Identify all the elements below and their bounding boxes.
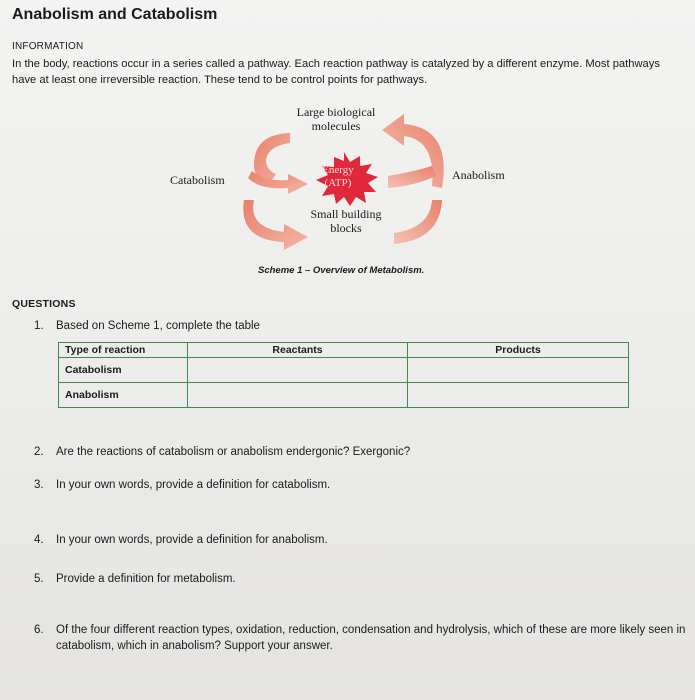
information-heading: INFORMATION bbox=[12, 41, 84, 52]
large-molecules-label: Large biological molecules bbox=[296, 105, 376, 133]
header-products: Products bbox=[408, 343, 629, 358]
table-row bbox=[59, 358, 629, 383]
question-3-text: In your own words, provide a definition for catabolism. bbox=[56, 479, 331, 491]
question-5 bbox=[34, 573, 236, 585]
question-1-number: 1. bbox=[34, 320, 44, 332]
question-1 bbox=[34, 320, 260, 332]
catabolism-arrow-to-small-blocks bbox=[243, 200, 308, 250]
header-reactants: Reactants bbox=[188, 343, 408, 358]
question-2 bbox=[34, 446, 410, 458]
question-2-text: Are the reactions of catabolism or anabolism endergonic? Exergonic? bbox=[56, 446, 411, 458]
row-label-anabolism: Anabolism bbox=[59, 383, 188, 408]
energy-label-line1: Energy bbox=[322, 164, 354, 176]
table-row bbox=[59, 383, 629, 408]
anabolism-reactants-cell[interactable] bbox=[188, 383, 408, 408]
question-4 bbox=[34, 534, 328, 546]
page-title: Anabolism and Catabolism bbox=[12, 6, 218, 23]
question-3-number: 3. bbox=[34, 479, 44, 491]
reaction-table bbox=[58, 342, 629, 408]
question-5-text: Provide a definition for metabolism. bbox=[56, 573, 236, 585]
anabolism-label: Anabolism bbox=[452, 168, 505, 182]
small-building-blocks-label: Small building blocks bbox=[310, 207, 382, 235]
question-1-text: Based on Scheme 1, complete the table bbox=[56, 320, 260, 332]
catabolism-reactants-cell[interactable] bbox=[188, 358, 408, 383]
energy-label-line2: (ATP) bbox=[324, 177, 352, 189]
catabolism-label: Catabolism bbox=[170, 173, 225, 187]
scheme-caption: Scheme 1 – Overview of Metabolism. bbox=[258, 265, 425, 276]
energy-label bbox=[312, 164, 364, 190]
questions-heading: QUESTIONS bbox=[12, 298, 76, 310]
question-6-text: Of the four different reaction types, oxidation, reduction, condensation and hydrolysis, which of these are more likely seen in catabolism, which in anabolism? Support your answer. bbox=[56, 624, 686, 652]
anabolism-arrow-from-small-blocks bbox=[394, 200, 442, 244]
question-6 bbox=[34, 622, 689, 654]
table-header-row bbox=[59, 343, 629, 358]
question-2-number: 2. bbox=[34, 446, 44, 458]
question-5-number: 5. bbox=[34, 573, 44, 585]
question-4-number: 4. bbox=[34, 534, 44, 546]
question-3 bbox=[34, 479, 330, 491]
intro-paragraph: In the body, reactions occur in a series called a pathway. Each reaction pathway is catalyzed by a different enzyme. Most pathways have at least one irreversible reaction. These tend to be control points for pathways. bbox=[12, 58, 660, 86]
row-label-catabolism: Catabolism bbox=[59, 358, 188, 383]
question-6-number: 6. bbox=[34, 624, 44, 636]
question-4-text: In your own words, provide a definition for anabolism. bbox=[56, 534, 328, 546]
header-type-of-reaction: Type of reaction bbox=[59, 343, 188, 358]
anabolism-arrow-from-energy bbox=[388, 166, 436, 188]
anabolism-products-cell[interactable] bbox=[408, 383, 629, 408]
catabolism-products-cell[interactable] bbox=[408, 358, 629, 383]
